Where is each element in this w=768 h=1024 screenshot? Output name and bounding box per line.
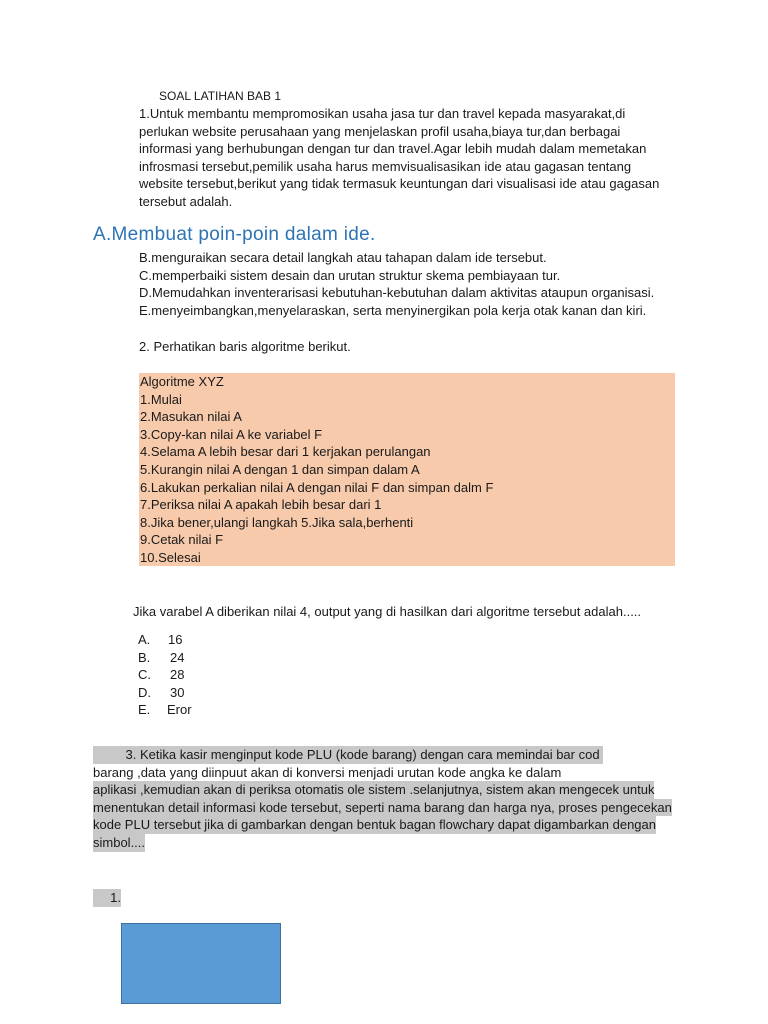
question-3-text: [93, 746, 672, 852]
algorithm-step: 9.Cetak nilai F: [140, 532, 224, 548]
question-2-text: Jika varabel A diberikan nilai 4, output yang di hasilkan dari algoritme tersebut adalah.....: [133, 604, 642, 619]
answer-letter: B.: [138, 649, 151, 665]
answer-value: Eror: [167, 702, 192, 718]
option-e: E.menyeimbangkan,menyelaraskan, serta menyinergikan pola kerja otak kanan dan kiri.: [139, 302, 647, 318]
text-line: 1.Untuk membantu mempromosikan usaha jasa tur dan travel kepada masyarakat,di: [139, 106, 626, 121]
answer-value: 16: [168, 632, 183, 647]
text-line: informasi yang berhubungan dengan tur dan travel.Agar lebih mudah dalam memetakan: [139, 141, 647, 157]
text-line: 3. Ketika kasir menginput kode PLU (kode barang) dengan cara memindai bar cod: [93, 746, 603, 764]
answer-letter: E.: [138, 702, 151, 718]
option-a-heading: A.Membuat poin-poin dalam ide.: [93, 224, 376, 245]
question-1-options: [139, 249, 654, 319]
text-line: menentukan detail informasi kode tersebut, seperti nama barang dan harga nya, proses pengecekan: [93, 799, 672, 815]
algorithm-title: Algoritme XYZ: [140, 374, 224, 389]
algorithm-step: 6.Lakukan perkalian nilai A dengan nilai F dan simpan dalm F: [140, 479, 494, 495]
algorithm-step: 4.Selama A lebih besar dari 1 kerjakan perulangan: [140, 444, 431, 460]
text-line: tersebut adalah.: [139, 193, 233, 209]
text-line: website tersebut,berikut yang tidak termasuk keuntungan dari visualisasi ide atau gagasan: [139, 176, 660, 192]
text-line: simbol....: [93, 834, 146, 850]
answer-value: 30: [170, 684, 185, 700]
text-line: aplikasi ,kemudian akan di periksa otomatis ole sistem .selanjutnya, sistem akan mengecek untuk: [93, 782, 655, 798]
algorithm-step: 2.Masukan nilai A: [140, 409, 242, 425]
answer-value: 24: [170, 649, 185, 665]
option-c: C.memperbaiki sistem desain dan urutan struktur skema pembiayaan tur.: [139, 267, 561, 283]
page-title: SOAL LATIHAN BAB 1: [159, 89, 282, 103]
algorithm-step: 10.Selesai: [140, 549, 201, 565]
algorithm-step: 7.Periksa nilai A apakah lebih besar dari 1: [140, 497, 382, 513]
process-rectangle-shape: [121, 923, 281, 1004]
algorithm-step: 5.Kurangin nilai A dengan 1 dan simpan dalam A: [140, 461, 420, 477]
algorithm-step: 8.Jika bener,ulangi langkah 5.Jika sala,berhenti: [140, 514, 414, 530]
option-b: B.menguraikan secara detail langkah atau tahapan dalam ide tersebut.: [139, 250, 547, 265]
algorithm-step: 1.Mulai: [140, 391, 182, 407]
option-d: D.Memudahkan inventerarisasi kebutuhan-kebutuhan dalam aktivitas ataupun organisasi.: [139, 285, 655, 301]
choice-number: 1.: [93, 889, 121, 907]
answer-value: 28: [170, 667, 185, 683]
text-line: perlukan website perusahaan yang menjelaskan profil usaha,biaya tur,dan berbagai: [139, 123, 621, 139]
algorithm-step: 3.Copy-kan nilai A ke variabel F: [140, 426, 323, 442]
text-line: infrosmasi tersebut,pemilik usaha harus memvisualisasikan ide atau gagasan tentang: [139, 158, 632, 174]
text-line: kode PLU tersebut jika di gambarkan dengan bentuk bagan flowchary dapat digambarkan dengan: [93, 817, 656, 833]
algorithm-box: [139, 373, 675, 566]
question-1-text: [139, 105, 679, 211]
text-line: barang ,data yang diinpuut akan di konversi menjadi urutan kode angka ke dalam: [93, 764, 562, 780]
answer-letter: C.: [138, 667, 151, 683]
answer-letter: D.: [138, 684, 151, 700]
question-2-intro: 2. Perhatikan baris algoritme berikut.: [139, 339, 351, 354]
answer-letter: A.: [138, 632, 151, 647]
